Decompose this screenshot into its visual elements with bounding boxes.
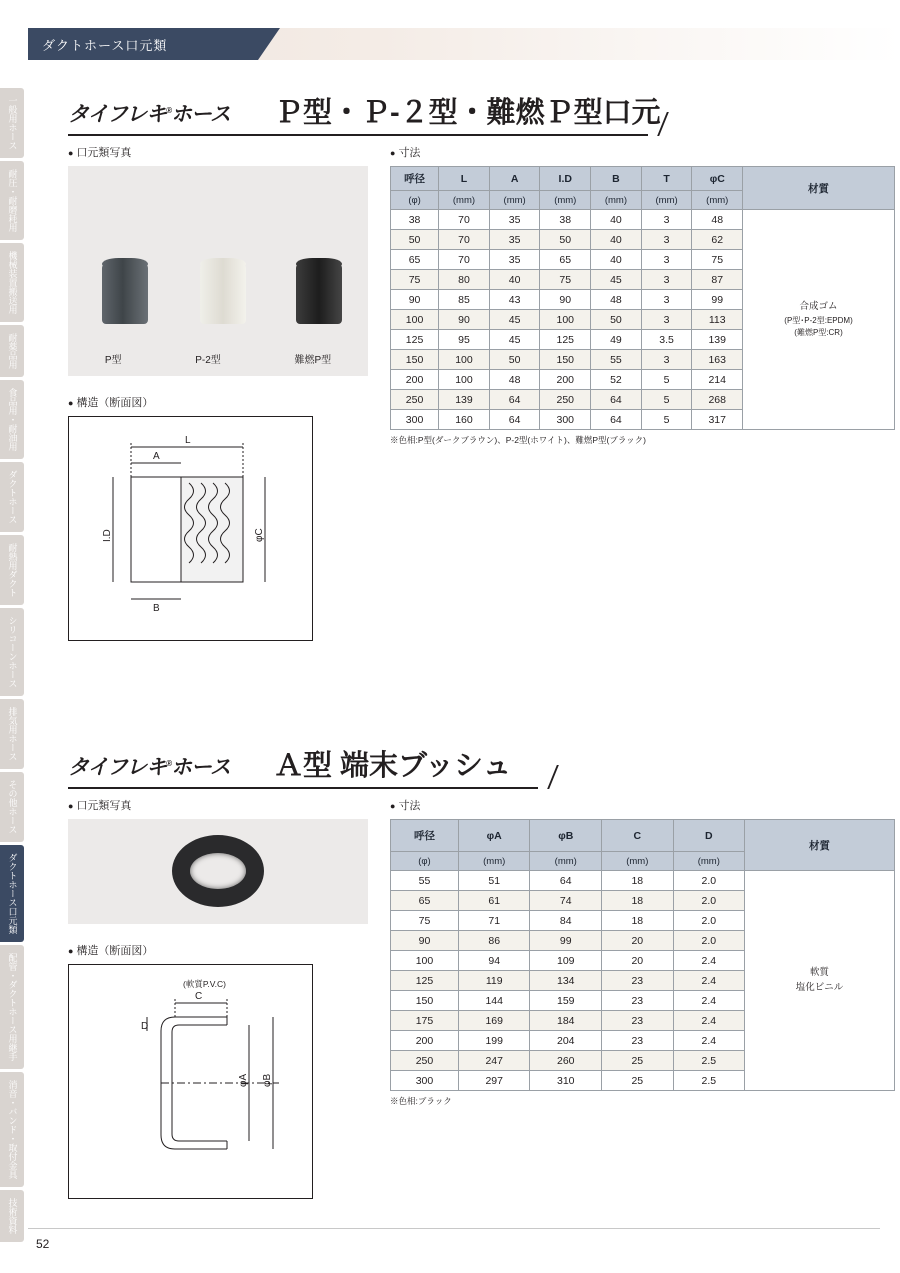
title-underline-2	[68, 787, 538, 789]
cell: 65	[391, 891, 459, 911]
cell: 64	[530, 871, 602, 891]
svg-text:φA: φA	[238, 1073, 249, 1087]
cell: 90	[540, 290, 591, 310]
cell: 25	[602, 1071, 674, 1091]
cell: 2.0	[673, 931, 745, 951]
material-cell	[743, 210, 895, 430]
cell: 5	[641, 390, 692, 410]
sidebar-item-10[interactable]: ダクトホース口元類	[0, 845, 24, 942]
cell: 61	[458, 891, 530, 911]
cell: 2.4	[673, 1031, 745, 1051]
material-name: 合成ゴム	[799, 301, 838, 313]
cell: 74	[530, 891, 602, 911]
cell: 144	[458, 991, 530, 1011]
cell: 247	[458, 1051, 530, 1071]
cell: 87	[692, 270, 743, 290]
brand-badge-2	[68, 749, 230, 783]
cell: 109	[530, 951, 602, 971]
table-row	[391, 210, 895, 230]
cell: 55	[591, 350, 642, 370]
cell: 3	[641, 270, 692, 290]
cell: 49	[591, 330, 642, 350]
cell: 35	[489, 210, 540, 230]
cell: 3	[641, 290, 692, 310]
title-underline	[68, 134, 648, 136]
th-5: T	[641, 167, 692, 191]
photo-captions-1	[68, 351, 368, 366]
cell: 99	[530, 931, 602, 951]
cell: 2.5	[673, 1051, 745, 1071]
cell: 3	[641, 350, 692, 370]
diagram-svg-2	[69, 965, 312, 1198]
svg-text:B: B	[153, 603, 160, 614]
photo-caption-0: P型	[104, 355, 122, 366]
cell: 90	[439, 310, 490, 330]
cell: 43	[489, 290, 540, 310]
cell: 250	[391, 390, 439, 410]
cell: 2.4	[673, 951, 745, 971]
sidebar-item-6[interactable]: 耐熱用ダクト	[0, 535, 24, 605]
cell: 48	[591, 290, 642, 310]
cell: 214	[692, 370, 743, 390]
cell: 150	[540, 350, 591, 370]
dimension-table-1	[390, 166, 895, 430]
cell: 317	[692, 410, 743, 430]
cell: 125	[391, 330, 439, 350]
cell: 75	[692, 250, 743, 270]
svg-text:C: C	[195, 991, 203, 1002]
product-photo-1	[68, 166, 368, 376]
cell: 3	[641, 250, 692, 270]
cell: 40	[591, 250, 642, 270]
cell: 150	[391, 350, 439, 370]
cell: 99	[692, 290, 743, 310]
unit-6: (mm)	[692, 191, 743, 210]
table-header-row-2	[391, 820, 895, 852]
dimension-label-2: ● 寸法	[390, 797, 898, 813]
sidebar-item-5[interactable]: ダクトホース	[0, 462, 24, 532]
svg-text:I.D: I.D	[102, 529, 113, 542]
cell: 80	[439, 270, 490, 290]
cell: 2.5	[673, 1071, 745, 1091]
product-photo-2	[68, 819, 368, 924]
cell: 64	[591, 390, 642, 410]
cell: 268	[692, 390, 743, 410]
material-note-2: (難燃P型:CR)	[794, 327, 843, 337]
cell: 134	[530, 971, 602, 991]
cell: 70	[439, 250, 490, 270]
page-header	[28, 28, 900, 60]
cell: 2.4	[673, 991, 745, 1011]
cell: 95	[439, 330, 490, 350]
cell: 113	[692, 310, 743, 330]
section-title-row	[60, 92, 880, 138]
cell: 3.5	[641, 330, 692, 350]
cell: 64	[489, 410, 540, 430]
th-3: I.D	[540, 167, 591, 191]
unit-5: (mm)	[641, 191, 692, 210]
cell: 2.0	[673, 871, 745, 891]
cell: 35	[489, 230, 540, 250]
th-0: 呼径	[391, 167, 439, 191]
cell: 297	[458, 1071, 530, 1091]
cell: 71	[458, 911, 530, 931]
cell: 55	[391, 871, 459, 891]
cell: 75	[391, 270, 439, 290]
cell: 18	[602, 891, 674, 911]
cell: 85	[439, 290, 490, 310]
cell: 50	[540, 230, 591, 250]
unit2-4: (mm)	[673, 852, 745, 871]
cell: 45	[489, 330, 540, 350]
cell: 125	[391, 971, 459, 991]
cell: 38	[540, 210, 591, 230]
cell: 48	[692, 210, 743, 230]
th-material: 材質	[743, 167, 895, 210]
unit2-1: (mm)	[458, 852, 530, 871]
section-title-row-2	[60, 745, 880, 791]
cell: 23	[602, 1031, 674, 1051]
structure-label-2: ● 構造（断面図）	[68, 942, 368, 958]
cell: 2.0	[673, 911, 745, 931]
cell: 159	[530, 991, 602, 1011]
cell: 70	[439, 230, 490, 250]
cell: 52	[591, 370, 642, 390]
cross-section-diagram-2	[68, 964, 313, 1199]
cell: 260	[530, 1051, 602, 1071]
cell: 150	[391, 991, 459, 1011]
table-note-2: ※色相:ブラック	[390, 1096, 452, 1106]
th2-2: φB	[530, 820, 602, 852]
product-section-p-type	[60, 92, 880, 614]
section-title-2: Ａ型 端末ブッシュ	[274, 750, 512, 782]
cross-section-diagram-1	[68, 416, 313, 641]
unit2-3: (mm)	[602, 852, 674, 871]
svg-text:φB: φB	[262, 1073, 273, 1087]
th-4: B	[591, 167, 642, 191]
cell: 3	[641, 230, 692, 250]
sidebar-item-11[interactable]: 配管・ダクトホース用継手	[0, 945, 24, 1069]
cell: 20	[602, 931, 674, 951]
cell: 64	[591, 410, 642, 430]
cell: 40	[591, 210, 642, 230]
cell: 23	[602, 991, 674, 1011]
cell: 45	[489, 310, 540, 330]
cell: 50	[391, 230, 439, 250]
cell: 75	[540, 270, 591, 290]
sidebar-item-0[interactable]: 一般用ホース	[0, 88, 24, 158]
cell: 199	[458, 1031, 530, 1051]
dimension-label-1: ● 寸法	[390, 144, 898, 160]
cell: 250	[391, 1051, 459, 1071]
unit-0: (φ)	[391, 191, 439, 210]
cell: 3	[641, 310, 692, 330]
cell: 300	[391, 1071, 459, 1091]
cell: 65	[391, 250, 439, 270]
cell: 300	[391, 410, 439, 430]
cell: 86	[458, 931, 530, 951]
svg-text:D: D	[141, 1021, 149, 1032]
cell: 2.4	[673, 971, 745, 991]
table-body-2	[391, 871, 895, 1091]
cell: 40	[489, 270, 540, 290]
brand-badge	[68, 96, 230, 130]
structure-label-1: ● 構造（断面図）	[68, 394, 368, 410]
unit2-0: (φ)	[391, 852, 459, 871]
dimension-table-2	[390, 819, 895, 1091]
cell: 300	[540, 410, 591, 430]
product-section-a-type	[60, 745, 880, 1106]
fitting-body	[296, 264, 342, 324]
cell: 5	[641, 370, 692, 390]
th2-4: D	[673, 820, 745, 852]
cell: 250	[540, 390, 591, 410]
bush-ring	[172, 835, 264, 907]
unit-1: (mm)	[439, 191, 490, 210]
sidebar-item-8[interactable]: 排気用ホース	[0, 699, 24, 769]
diagram-svg-1	[69, 417, 312, 640]
cell: 62	[692, 230, 743, 250]
cell: 50	[489, 350, 540, 370]
cell: 94	[458, 951, 530, 971]
cell: 100	[391, 951, 459, 971]
material-cell-2	[745, 871, 895, 1091]
cell: 18	[602, 871, 674, 891]
photo-caption-2: 難燃P型	[294, 355, 332, 366]
cell: 2.0	[673, 891, 745, 911]
table-header-row	[391, 167, 895, 191]
fitting-body	[200, 264, 246, 324]
cell: 25	[602, 1051, 674, 1071]
table-body-1	[391, 210, 895, 430]
cell: 169	[458, 1011, 530, 1031]
cell: 160	[439, 410, 490, 430]
sidebar-item-4[interactable]: 食品用・耐油用	[0, 380, 24, 459]
brand-name-2: タイフレキ®ホース	[68, 756, 230, 779]
cell: 45	[591, 270, 642, 290]
registered-mark-icon: ®	[166, 106, 172, 115]
brand-name: タイフレキ®ホース	[68, 103, 230, 126]
material-note-1: (P型･P-2型:EPDM)	[784, 315, 853, 325]
th-6: φC	[692, 167, 743, 191]
material-line-1: 軟質	[810, 967, 830, 979]
header-category-tab	[28, 28, 258, 60]
cell: 5	[641, 410, 692, 430]
cell: 184	[530, 1011, 602, 1031]
sidebar-item-9[interactable]: その他ホース	[0, 772, 24, 842]
cell: 100	[540, 310, 591, 330]
cell: 175	[391, 1011, 459, 1031]
svg-text:A: A	[153, 451, 160, 462]
cell: 2.4	[673, 1011, 745, 1031]
cell: 51	[458, 871, 530, 891]
cell: 119	[458, 971, 530, 991]
cell: 35	[489, 250, 540, 270]
cell: 50	[591, 310, 642, 330]
sidebar-item-1[interactable]: 耐圧・耐磨耗用	[0, 161, 24, 240]
unit-2: (mm)	[489, 191, 540, 210]
right-column-2	[390, 797, 898, 1107]
th-1: L	[439, 167, 490, 191]
svg-text:(軟質P.V.C): (軟質P.V.C)	[183, 979, 226, 989]
cell: 90	[391, 931, 459, 951]
cell: 139	[439, 390, 490, 410]
th2-material: 材質	[745, 820, 895, 871]
sidebar-item-2[interactable]: 機械装置搬送用	[0, 243, 24, 322]
fitting-body	[102, 264, 148, 324]
svg-text:φC: φC	[254, 528, 265, 542]
cell: 64	[489, 390, 540, 410]
photo-caption-1: P-2型	[195, 355, 221, 366]
material-line-2: 塩化ビニル	[795, 981, 844, 993]
cell: 139	[692, 330, 743, 350]
cell: 20	[602, 951, 674, 971]
cell: 84	[530, 911, 602, 931]
registered-mark-icon: ®	[166, 759, 172, 768]
fitting-p-type	[102, 258, 148, 324]
photo-label-1: ● 口元類写真	[68, 144, 368, 160]
cell: 163	[692, 350, 743, 370]
cell: 23	[602, 1011, 674, 1031]
right-column-1	[390, 144, 898, 446]
header-category-label: ダクトホース口元類	[42, 37, 168, 53]
cell: 100	[439, 350, 490, 370]
page-number: 52	[36, 1237, 50, 1251]
svg-text:L: L	[185, 435, 191, 446]
cell: 200	[391, 370, 439, 390]
photo-label-2: ● 口元類写真	[68, 797, 368, 813]
cell: 40	[591, 230, 642, 250]
sidebar-item-3[interactable]: 耐薬品用	[0, 325, 24, 377]
table-note-1: ※色相:P型(ダークブラウン)、P-2型(ホワイト)、難燃P型(ブラック)	[390, 435, 646, 445]
cell: 310	[530, 1071, 602, 1091]
cell: 100	[391, 310, 439, 330]
th2-0: 呼径	[391, 820, 459, 852]
th2-1: φA	[458, 820, 530, 852]
cell: 204	[530, 1031, 602, 1051]
fitting-p2-type	[200, 258, 246, 324]
th-2: A	[489, 167, 540, 191]
unit-3: (mm)	[540, 191, 591, 210]
cell: 23	[602, 971, 674, 991]
cell: 48	[489, 370, 540, 390]
section-title: Ｐ型・Ｐ‑２型・難燃Ｐ型口元	[274, 97, 661, 129]
left-column-2	[68, 797, 368, 1199]
cell: 3	[641, 210, 692, 230]
sidebar	[0, 88, 24, 1245]
table-row	[391, 871, 895, 891]
cell: 200	[540, 370, 591, 390]
fitting-flame-retardant-p-type	[296, 258, 342, 324]
cell: 125	[540, 330, 591, 350]
th2-3: C	[602, 820, 674, 852]
unit2-2: (mm)	[530, 852, 602, 871]
footer-divider	[28, 1228, 880, 1229]
sidebar-item-7[interactable]: シリコーンホース	[0, 608, 24, 696]
unit-4: (mm)	[591, 191, 642, 210]
cell: 75	[391, 911, 459, 931]
cell: 18	[602, 911, 674, 931]
cell: 38	[391, 210, 439, 230]
sidebar-item-13[interactable]: 技術資料	[0, 1190, 24, 1242]
sidebar-item-12[interactable]: 消音・バンド・取付金具	[0, 1072, 24, 1187]
cell: 90	[391, 290, 439, 310]
left-column-1	[68, 144, 368, 641]
cell: 70	[439, 210, 490, 230]
cell: 200	[391, 1031, 459, 1051]
cell: 100	[439, 370, 490, 390]
cell: 65	[540, 250, 591, 270]
